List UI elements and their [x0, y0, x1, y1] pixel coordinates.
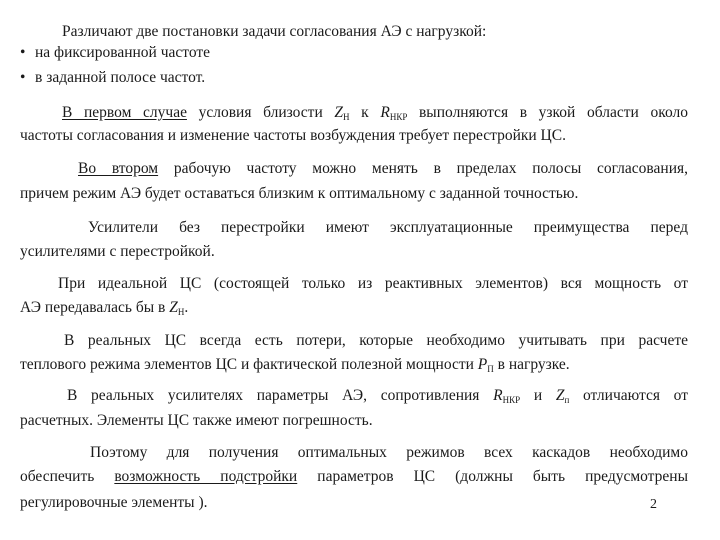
- para1-line1: [62, 104, 688, 122]
- page-number: 2: [650, 497, 657, 512]
- para5-text-b: в нагрузке.: [493, 356, 570, 373]
- para5-line2: [20, 356, 690, 374]
- para5-p: P: [477, 356, 488, 373]
- bullet-item-2: в заданной полосе частот.: [35, 69, 206, 86]
- para2-line1: [78, 160, 688, 178]
- para6-line2: расчетных. Элементы ЦС также имеют погрешность.: [20, 412, 373, 429]
- para6-r: R: [493, 387, 503, 404]
- para2-line2: причем режим АЭ будет оставаться близким к оптимальному с заданной точностью.: [20, 185, 579, 202]
- para4-z-sub: Н: [177, 307, 185, 317]
- para5-p-sub: П: [487, 364, 494, 374]
- para1-z: Z: [334, 104, 344, 121]
- para6-r-sub: НКР: [502, 395, 521, 405]
- para1-text-b: к: [349, 104, 381, 121]
- para1-text-a: условия близости: [186, 104, 335, 121]
- para6-text-b: и: [520, 387, 556, 404]
- para2-text: рабочую частоту можно менять в пределах полосы согласования,: [158, 160, 688, 177]
- para7-underlined: возможность подстройки: [114, 468, 298, 485]
- para1-r: R: [380, 104, 390, 121]
- bullet-marker-2: •: [20, 69, 26, 86]
- intro-line: [62, 23, 486, 41]
- para6-z: Z: [555, 387, 565, 404]
- para6-line1: [67, 387, 688, 405]
- para7-line1: Поэтому для получения оптимальных режимов всех каскадов необходимо: [90, 444, 688, 461]
- bullet-item-1: на фиксированной частоте: [35, 44, 211, 61]
- para1-line2: частоты согласования и изменение частоты возбуждения требует перестройки ЦС.: [20, 127, 566, 144]
- para1-r-sub: НКР: [389, 112, 408, 122]
- para6-z-sub: п: [564, 395, 570, 405]
- para1-text-c: выполняются в узкой области около: [407, 104, 688, 121]
- para5-line1: В реальных ЦС всегда есть потери, которые необходимо учитывать при расчете: [64, 332, 688, 349]
- para3-line1: Усилители без перестройки имеют эксплуатационные преимущества перед: [88, 219, 688, 236]
- para3-line2: усилителями с перестройкой.: [20, 243, 215, 260]
- para7-line3: регулировочные элементы ).: [20, 494, 208, 511]
- para6-text-a: В реальных усилителях параметры АЭ, сопротивления: [67, 387, 494, 404]
- para4-dot: .: [184, 299, 189, 316]
- para4-line1: При идеальной ЦС (состоящей только из реактивных элементов) вся мощность от: [58, 275, 688, 292]
- para7-line2: [20, 468, 688, 486]
- para2-underlined: Во втором: [78, 160, 159, 177]
- para4-z: Z: [169, 299, 178, 316]
- para7-text-b: параметров ЦС (должны быть предусмотрены: [297, 468, 688, 485]
- para4-line2: [20, 299, 690, 317]
- para4-text: АЭ передавалась бы в: [20, 299, 170, 316]
- para6-text-c: отличаются от: [569, 387, 688, 404]
- bullet-marker-1: •: [20, 44, 26, 61]
- para7-text-a: обеспечить: [20, 468, 115, 485]
- para1-z-sub: Н: [343, 112, 350, 122]
- para1-underlined: В первом случае: [62, 104, 187, 121]
- intro-text: Различают две постановки задачи согласования АЭ с нагрузкой:: [62, 23, 487, 40]
- para5-text-a: теплового режима элементов ЦС и фактической полезной мощности: [20, 356, 478, 373]
